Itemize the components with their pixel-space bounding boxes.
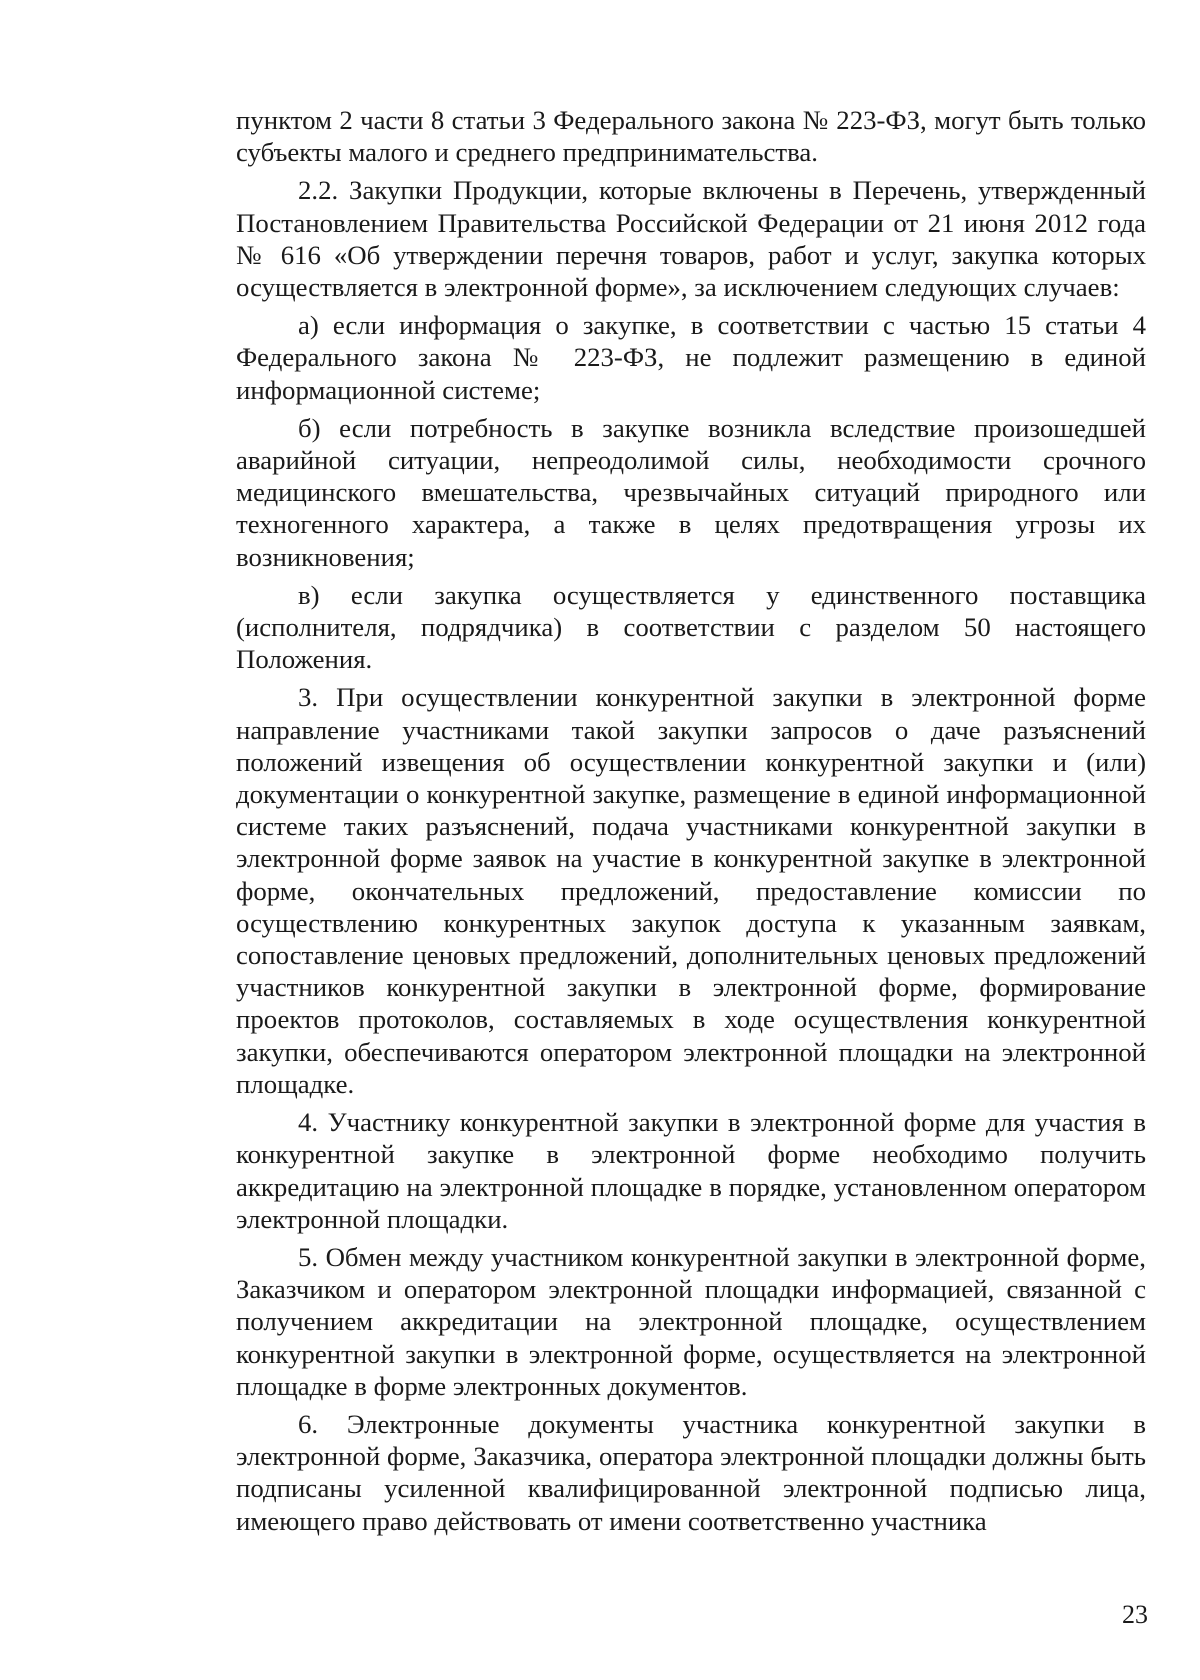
document-body [236, 104, 1146, 1543]
paragraph-exception-b: б) если потребность в закупке возникла вследствие произошедшей аварийной ситуации, непреодолимой силы, необходимости срочного медицинского вмешательства, чрезвычайных ситуаций природного или техногенного характера, а также в целях предотвращения угрозы их возникновения; [236, 412, 1146, 572]
paragraph-continuation: пунктом 2 части 8 статьи 3 Федерального закона № 223-ФЗ, могут быть только субъекты малого и среднего предпринимательства. [236, 105, 1146, 168]
paragraph-4: 4. Участнику конкурентной закупки в электронной форме для участия в конкурентной закупке в электронной форме необходимо получить аккредитацию на электронной площадке в порядке, установленном оператором электронной площадки. [236, 1107, 1146, 1234]
paragraph-6: 6. Электронные документы участника конкурентной закупки в электронной форме, Заказчика, оператора электронной площадки должны быть подписаны усиленной квалифицированной электронной подписью лица, имеющего право действовать от имени соответственно участника [236, 1408, 1146, 1536]
page-number: 23 [1122, 1600, 1148, 1629]
paragraph-3: 3. При осуществлении конкурентной закупки в электронной форме направление участниками такой закупки запросов о даче разъяснений положений извещения об осуществлении конкурентной закупки и (или) документации о конкурентной закупке, размещение в единой информационной системе таких разъяснений, подача участниками конкурентной закупки в электронной форме заявок на участие в конкурентной закупке в электронной форме, окончательных предложений, предоставление комиссии по осуществлению конкурентных закупок доступа к указанным заявкам, сопоставление ценовых предложений, дополнительных ценовых предложений участников конкурентной закупки в электронной форме, формирование проектов протоколов, составляемых в ходе осуществления конкурентной закупки, обеспечиваются оператором электронной площадки на электронной площадке. [236, 682, 1146, 1099]
paragraph-2-2: 2.2. Закупки Продукции, которые включены в Перечень, утвержденный Постановлением Правительства Российской Федерации от 21 июня 2012 года № 616 «Об утверждении перечня товаров, работ и услуг, закупка которых осуществляется в электронной форме», за исключением следующих случаев: [236, 175, 1146, 303]
paragraph-exception-a: а) если информация о закупке, в соответствии с частью 15 статьи 4 Федерального закона № 223-ФЗ, не подлежит размещению в единой информационной системе; [236, 310, 1146, 405]
paragraph-5: 5. Обмен между участником конкурентной закупки в электронной форме, Заказчиком и оператором электронной площадки информацией, связанной с получением аккредитации на электронной площадке, осуществлением конкурентной закупки в электронной форме, осуществляется на электронной площадке в форме электронных документов. [236, 1241, 1146, 1401]
paragraph-exception-v: в) если закупка осуществляется у единственного поставщика (исполнителя, подрядчика) в соответствии с разделом 50 настоящего Положения. [236, 579, 1146, 675]
